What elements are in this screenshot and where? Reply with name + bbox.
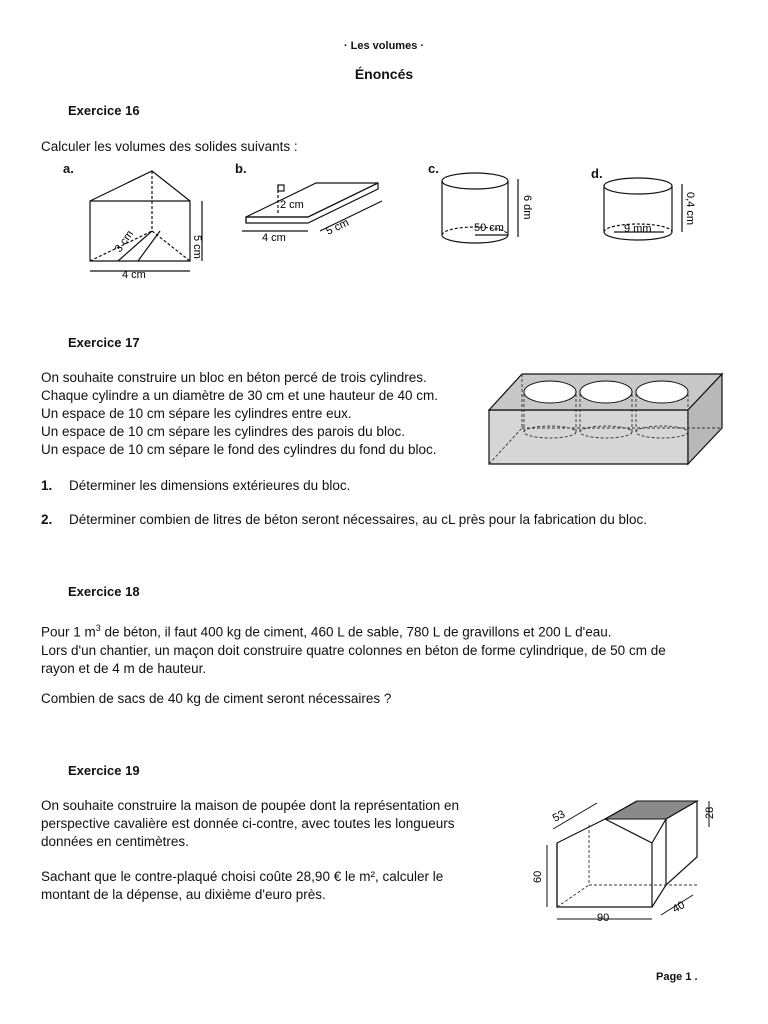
figure-a-slant-label: 3 cm <box>112 228 137 255</box>
exercise-18-line-1 <box>41 619 741 642</box>
exercise-19-paragraph-1 <box>41 797 511 851</box>
exercise-17-line: Un espace de 10 cm sépare le fond des cylindres du fond du bloc. <box>41 442 437 457</box>
exercise-19-line: Sachant que le contre-plaqué choisi coûte 28,90 € le m², calculer le <box>41 869 444 884</box>
exercise-18-statement <box>41 619 741 678</box>
figure-d-height-label: 0,4 cm <box>684 192 696 226</box>
dollhouse-width-label: 90 <box>597 912 610 924</box>
exercise-17-line: Chaque cylindre a un diamètre de 30 cm et une hauteur de 40 cm. <box>41 388 438 403</box>
line-part: de béton, il faut 400 kg de ciment, 460 L de sable, 780 L de gravillons et 200 L d'eau. <box>100 624 612 640</box>
exercise-18-question: Combien de sacs de 40 kg de ciment seront nécessaires ? <box>41 691 392 706</box>
exercise-17-question-1 <box>41 477 350 495</box>
exercise-19-line: montant de la dépense, au dixième d'euro près. <box>41 887 326 902</box>
running-title: Les volumes <box>350 40 418 52</box>
figure-b-depth-label: 5 cm <box>324 216 351 238</box>
exercise-18-line-3: rayon et de 4 m de hauteur. <box>41 660 207 676</box>
figure-c-height-label: 6 dm <box>521 195 533 220</box>
page-title: Énoncés <box>354 66 414 82</box>
superscript: 3 <box>95 623 101 633</box>
exercise-19-line: perspective cavalière est donnée ci-contre, avec toutes les longueurs <box>41 816 455 831</box>
exercise-16-instruction: Calculer les volumes des solides suivants : <box>41 139 298 154</box>
page-number: Page 1 . <box>656 971 698 983</box>
running-header: · Les volumes · <box>343 40 425 52</box>
exercise-19-paragraph-2 <box>41 868 511 904</box>
figure-d-label: d. <box>591 166 603 181</box>
exercise-17-line: Un espace de 10 cm sépare les cylindres des parois du bloc. <box>41 424 405 439</box>
dollhouse-wall-height-label: 60 <box>532 870 544 883</box>
exercise-17-question-2 <box>41 511 647 529</box>
figure-b-height-label: 2 cm <box>280 199 304 211</box>
figure-b-label: b. <box>235 161 247 176</box>
dollhouse-figure <box>525 795 730 930</box>
question-text: Déterminer combien de litres de béton seront nécessaires, au cL près pour la fabrication du bloc. <box>69 512 648 527</box>
question-number: 2. <box>41 512 53 527</box>
dollhouse-roof-height-label: 28 <box>704 806 716 819</box>
dollhouse-depth-label: 40 <box>670 899 688 916</box>
figure-a-triangular-prism <box>80 165 220 280</box>
figure-c-label: c. <box>428 161 439 176</box>
exercise-17-title: Exercice 17 <box>68 335 140 350</box>
exercise-17-line: Un espace de 10 cm sépare les cylindres entre eux. <box>41 406 352 421</box>
exercise-19-title: Exercice 19 <box>68 763 140 778</box>
figure-c-radius-label: 50 cm <box>474 222 504 234</box>
exercise-16-title: Exercice 16 <box>68 103 140 118</box>
figure-a-label: a. <box>63 161 74 176</box>
exercise-19-line: données en centimètres. <box>41 834 189 849</box>
exercise-17-statement <box>41 369 471 459</box>
figure-d-cylinder <box>600 170 710 250</box>
figure-b-base-label: 4 cm <box>262 232 286 244</box>
exercise-17-line: On souhaite construire un bloc en béton percé de trois cylindres. <box>41 370 427 385</box>
exercise-18-title: Exercice 18 <box>68 584 140 599</box>
figure-d-radius-label: 9 mm <box>624 223 652 235</box>
line-part: Pour 1 m <box>41 624 96 640</box>
figure-a-base-label: 4 cm <box>122 269 146 280</box>
exercise-18-line-2: Lors d'un chantier, un maçon doit construire quatre colonnes en béton de forme cylindrique, de 50 cm de <box>41 642 666 658</box>
figure-a-height-label: 5 cm <box>191 235 203 259</box>
figure-b-parallelepiped <box>238 175 418 245</box>
dollhouse-roof-slope-label: 53 <box>550 808 568 825</box>
concrete-block-figure <box>488 372 728 468</box>
figure-c-cylinder <box>438 165 548 250</box>
question-number: 1. <box>41 478 53 493</box>
exercise-19-line: On souhaite construire la maison de poupée dont la représentation en <box>41 798 460 813</box>
question-text: Déterminer les dimensions extérieures du bloc. <box>69 478 351 493</box>
